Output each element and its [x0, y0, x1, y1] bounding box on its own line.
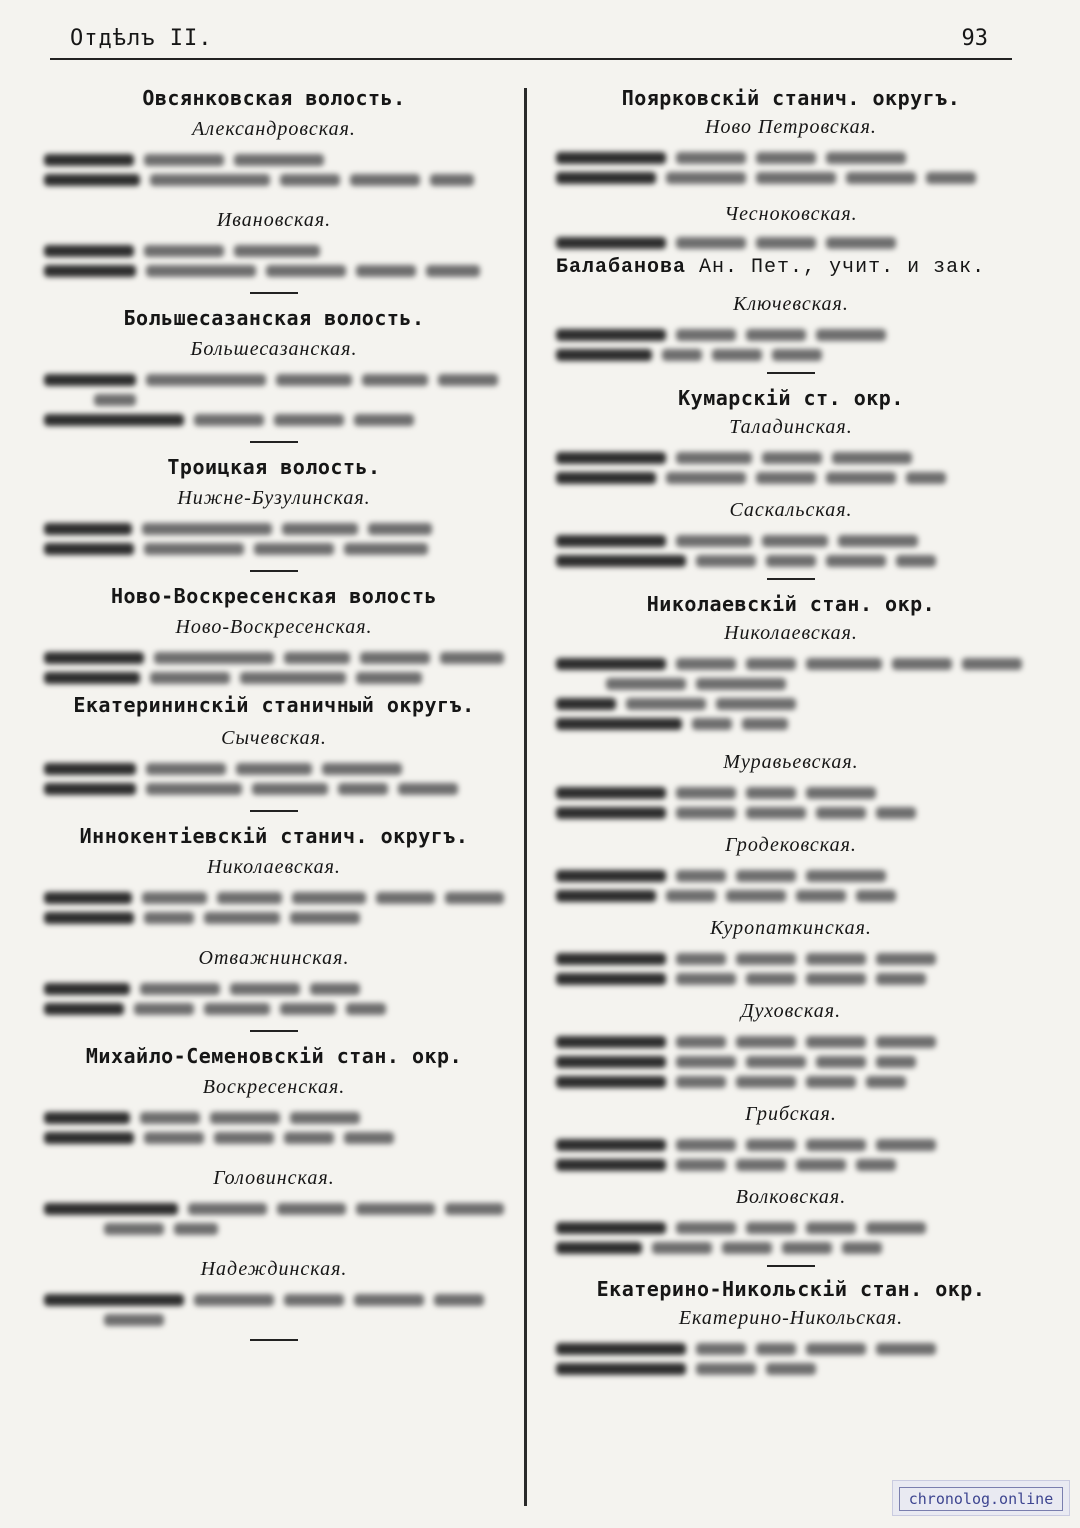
- district-heading: Екатерининскій станичный округъ.: [73, 693, 475, 717]
- left-column: [44, 80, 504, 1341]
- entry-details: Ан. Пет., учит. и зак.: [699, 256, 986, 279]
- blurred-entries: [556, 869, 1026, 903]
- village-heading: Ново Петровская.: [705, 116, 877, 138]
- clear-entry: [556, 256, 1026, 279]
- separator: [767, 1265, 815, 1267]
- column-divider: [524, 88, 527, 1506]
- district-heading: Николаевскій стан. окр.: [646, 592, 936, 616]
- district-heading: Овсянковская волость.: [142, 86, 406, 110]
- district-heading: Поярковскій станич. округъ.: [621, 86, 961, 110]
- blurred-entries: [44, 762, 504, 796]
- district-heading: Большесазанская волость.: [123, 306, 425, 330]
- village-heading: Куропаткинская.: [710, 917, 872, 939]
- village-heading: Саскальская.: [729, 499, 853, 521]
- separator: [250, 441, 298, 443]
- district-heading: Михайло-Семеновскій стан. окр.: [85, 1044, 463, 1068]
- blurred-entries: [44, 982, 504, 1016]
- page-header: [50, 22, 1012, 60]
- blurred-entries: [556, 657, 1026, 731]
- district-heading: Екатерино-Никольскій стан. окр.: [596, 1277, 986, 1301]
- district-heading: Ново-Воскресенская волость: [110, 584, 438, 608]
- blurred-entries: [44, 1202, 504, 1236]
- district-heading: Кумарскій ст. окр.: [678, 386, 904, 410]
- village-heading: Сычевская.: [221, 727, 327, 749]
- district-heading: Иннокентіевскій станич. округъ.: [79, 824, 469, 848]
- watermark: [892, 1480, 1070, 1516]
- village-heading: Волковская.: [735, 1186, 847, 1208]
- district-heading: Троицкая волость.: [167, 455, 381, 479]
- blurred-entries: [556, 1035, 1026, 1089]
- blurred-entries: [44, 651, 504, 685]
- village-heading: Надеждинская.: [200, 1258, 348, 1280]
- village-heading: Грибская.: [745, 1103, 837, 1125]
- village-heading: Таладинская.: [729, 416, 853, 438]
- village-heading: Николаевская.: [724, 622, 858, 644]
- village-heading: Александровская.: [192, 118, 356, 140]
- blurred-entries: [44, 1111, 504, 1145]
- separator: [767, 372, 815, 374]
- village-heading: Воскресенская.: [202, 1076, 346, 1098]
- watermark-text: chronolog.online: [899, 1487, 1063, 1511]
- section-label: Отдѣлъ II.: [70, 26, 213, 51]
- separator: [250, 570, 298, 572]
- village-heading: Чесноковская.: [724, 203, 858, 225]
- village-heading: Николаевская.: [207, 856, 341, 878]
- village-heading: Ново-Воскресенская.: [175, 616, 373, 638]
- blurred-entries: [44, 1293, 504, 1327]
- village-heading: Большесазанская.: [190, 338, 358, 360]
- separator: [250, 1030, 298, 1032]
- blurred-entries: [44, 891, 504, 925]
- blurred-entries: [556, 534, 1026, 568]
- separator: [767, 578, 815, 580]
- village-heading: Ивановская.: [216, 209, 332, 231]
- blurred-entries: [556, 1138, 1026, 1172]
- blurred-entries: [44, 244, 504, 278]
- separator: [250, 292, 298, 294]
- blurred-entries: [44, 153, 504, 187]
- village-heading: Муравьевская.: [723, 751, 859, 773]
- blurred-entries: [44, 522, 504, 556]
- blurred-entries: [556, 1342, 1026, 1376]
- blurred-entries: [556, 151, 1026, 185]
- separator: [250, 1339, 298, 1341]
- blurred-entries: [556, 1221, 1026, 1255]
- village-heading: Головинская.: [213, 1167, 335, 1189]
- page-number: 93: [961, 26, 988, 51]
- village-heading: Духовская.: [740, 1000, 842, 1022]
- right-column: [556, 80, 1026, 1382]
- village-heading: Гродековская.: [725, 834, 857, 856]
- blurred-entries: [556, 952, 1026, 986]
- blurred-entries: [556, 786, 1026, 820]
- blurred-entries: [556, 328, 1026, 362]
- village-heading: Отважнинская.: [198, 947, 350, 969]
- blurred-entries: [556, 451, 1026, 485]
- blurred-entries: [556, 236, 1026, 250]
- village-heading: Екатерино-Никольская.: [678, 1307, 904, 1329]
- separator: [250, 810, 298, 812]
- village-heading: Нижне-Бузулинская.: [177, 487, 371, 509]
- village-heading: Ключевская.: [733, 293, 849, 315]
- entry-surname: Балабанова: [556, 256, 687, 279]
- blurred-entries: [44, 373, 504, 427]
